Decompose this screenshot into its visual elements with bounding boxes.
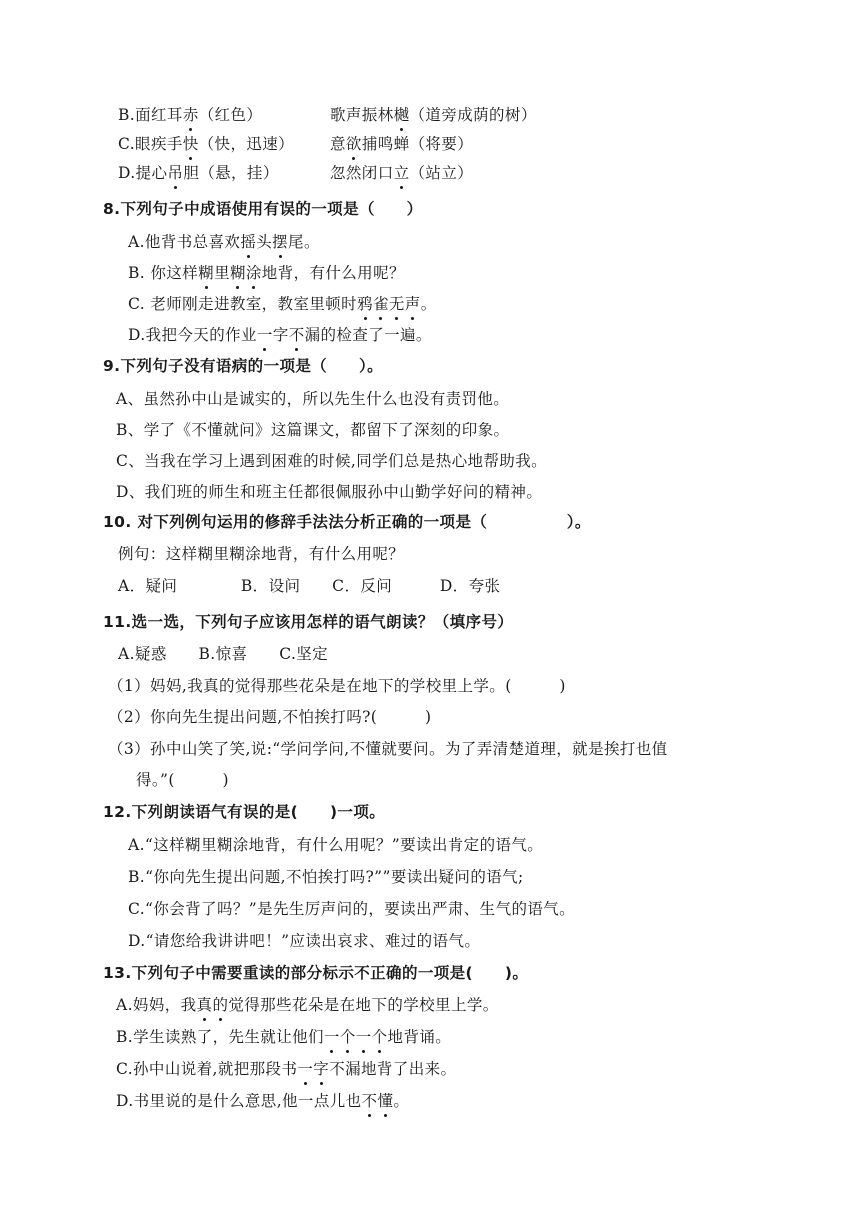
- emphasis-dotted-text: 懂: [377, 1092, 394, 1110]
- text-line-q7-c2: [330, 133, 473, 155]
- text-segment: 提心: [135, 164, 168, 182]
- text-line-q7-b2: [330, 104, 537, 126]
- text-segment: 11.选一选，下列句子应该用怎样的语气朗读？（填序号）: [103, 613, 514, 631]
- emphasis-dotted-text: 声: [404, 295, 421, 313]
- text-line-q7-d2: [330, 162, 473, 184]
- text-segment: 忽然闭口: [330, 164, 394, 182]
- text-segment: 尾。: [288, 233, 320, 251]
- emphasis-dotted-text: 快: [182, 135, 199, 153]
- text-segment: 地背，有什么用呢？: [261, 264, 405, 282]
- question-heading-q11: [103, 611, 513, 633]
- text-segment: 12.下列朗读语气有误的是( )一项。: [103, 803, 386, 821]
- emphasis-dotted-text: 个: [339, 1028, 356, 1046]
- text-line-q7-b: [118, 104, 262, 126]
- text-segment: A.妈妈，我: [116, 996, 197, 1014]
- question-heading-q8: [103, 198, 423, 220]
- text-line-q9-a: [116, 388, 509, 410]
- text-segment: （红色）: [198, 106, 263, 124]
- text-segment: D.书里说的是什么意思,他一点儿也: [116, 1092, 362, 1110]
- text-line-q12-b: [128, 866, 524, 888]
- text-segment: 13.下列句子中需要重读的部分标示不正确的一项是( )。: [103, 964, 529, 982]
- emphasis-dotted-text: 不: [288, 326, 305, 344]
- text-line-q11-3b: [136, 769, 229, 791]
- emphasis-dotted-text: 一: [323, 1028, 340, 1046]
- emphasis-dotted-text: 涂: [245, 264, 262, 282]
- text-segment: 10. 对下列例句运用的修辞手法法分析正确的一项是（ ）。: [103, 513, 591, 531]
- text-segment: 地背诵。: [387, 1028, 452, 1046]
- text-segment: A.疑惑 B.惊喜 C.坚定: [118, 645, 329, 663]
- text-segment: 得。”( ): [136, 771, 229, 789]
- text-segment: A.“这样糊里糊涂地背，有什么用呢？”要读出肯定的语气。: [128, 836, 544, 854]
- text-line-q11-opts: [118, 643, 328, 665]
- text-segment: （快，迅速）: [198, 135, 295, 153]
- text-segment: 例句：这样糊里糊涂地背，有什么用呢？: [118, 545, 405, 563]
- emphasis-dotted-text: 樾: [393, 106, 410, 124]
- text-segment: 头: [256, 233, 273, 251]
- text-segment: B.: [118, 106, 136, 124]
- emphasis-dotted-text: 不: [361, 1092, 378, 1110]
- text-segment: 里: [214, 264, 230, 282]
- emphasis-dotted-text: 一: [256, 326, 273, 344]
- text-line-q13-d: [116, 1090, 409, 1112]
- text-segment: D.我把今天的作业: [128, 326, 257, 344]
- emphasis-dotted-text: 的: [212, 996, 229, 1014]
- text-segment: 9.下列句子没有语病的一项是（ ）。: [103, 357, 384, 375]
- text-segment: C. 老师刚走进教室，教室里顿时: [128, 295, 358, 313]
- text-line-q10-ex: [118, 543, 404, 565]
- text-segment: 。: [393, 1092, 410, 1110]
- text-segment: C、当我在学习上遇到困难的时候,同学们总是热心地帮助我。: [116, 452, 547, 470]
- text-segment: 字: [272, 326, 289, 344]
- emphasis-dotted-text: 一: [355, 1028, 372, 1046]
- text-line-q11-1: [108, 675, 566, 697]
- question-heading-q12: [103, 801, 385, 823]
- emphasis-dotted-text: 吊: [167, 164, 184, 182]
- text-segment: D.“请您给我讲讲吧！”应读出哀求、难过的语气。: [128, 932, 481, 950]
- emphasis-dotted-text: 摇: [240, 233, 257, 251]
- emphasis-dotted-text: 一: [297, 1060, 314, 1078]
- text-line-q7-d: [118, 162, 279, 184]
- emphasis-dotted-text: 立: [393, 164, 410, 182]
- text-line-q11-3: [108, 738, 668, 760]
- text-segment: （3）孙中山笑了笑,说:“学问学问,不懂就要问。为了弄清楚道理，就是挨打也值: [108, 740, 668, 758]
- text-line-q12-a: [128, 834, 543, 856]
- text-segment: 觉得那些花朵是在地下的学校里上学。: [228, 996, 499, 1014]
- emphasis-dotted-text: 无: [388, 295, 405, 313]
- text-segment: 意: [330, 135, 346, 153]
- emphasis-dotted-text: 字: [313, 1060, 330, 1078]
- text-segment: A．疑问 B．设问 C．反问 D．夸张: [118, 577, 501, 595]
- text-line-q11-2: [108, 706, 431, 728]
- text-segment: 。: [420, 295, 437, 313]
- text-line-q13-b: [116, 1026, 451, 1048]
- emphasis-dotted-text: 糊: [198, 264, 215, 282]
- text-line-q9-d: [116, 481, 542, 503]
- text-segment: B.“你向先生提出问题,不怕挨打吗?””要读出疑问的语气;: [128, 868, 524, 886]
- text-segment: A.他背书总喜欢: [128, 233, 241, 251]
- text-segment: B. 你这样: [128, 264, 199, 282]
- emphasis-dotted-text: 糊: [229, 264, 246, 282]
- text-segment: （1）妈妈,我真的觉得那些花朵是在地下的学校里上学。( ): [108, 677, 566, 695]
- text-segment: 歌声振林: [330, 106, 394, 124]
- text-line-q12-d: [128, 930, 480, 952]
- text-segment: 不漏地背了出来。: [329, 1060, 457, 1078]
- text-segment: D、我们班的师生和班主任都很佩服孙中山勤学好问的精神。: [116, 483, 543, 501]
- text-segment: 眼疾手: [135, 135, 183, 153]
- text-line-q10-opts: [118, 575, 500, 597]
- text-line-q8-a: [128, 231, 320, 253]
- text-line-q7-c: [118, 133, 294, 155]
- text-line-q8-b: [128, 262, 405, 284]
- emphasis-dotted-text: 欲: [345, 135, 362, 153]
- text-segment: （站立）: [409, 164, 474, 182]
- text-segment: C.: [118, 135, 136, 153]
- emphasis-dotted-text: 赤: [182, 106, 199, 124]
- text-line-q13-c: [116, 1058, 456, 1080]
- text-segment: 面红耳: [135, 106, 183, 124]
- question-heading-q9: [103, 355, 383, 377]
- emphasis-dotted-text: 真: [196, 996, 213, 1014]
- text-segment: A、虽然孙中山是诚实的，所以先生什么也没有责罚他。: [116, 390, 510, 408]
- emphasis-dotted-text: 摆: [272, 233, 289, 251]
- text-segment: 8.下列句子中成语使用有误的一项是（ ）: [103, 200, 423, 218]
- text-line-q13-a: [116, 994, 499, 1016]
- text-line-q12-c: [128, 898, 575, 920]
- text-segment: D.: [118, 164, 136, 182]
- text-segment: 胆（悬，挂）: [183, 164, 279, 182]
- question-heading-q13: [103, 962, 528, 984]
- text-segment: B.学生读熟了，先生就让他们: [116, 1028, 324, 1046]
- text-segment: 捕鸣蝉（将要）: [361, 135, 474, 153]
- text-segment: （2）你向先生提出问题,不怕挨打吗?( ): [108, 708, 432, 726]
- emphasis-dotted-text: 个: [371, 1028, 388, 1046]
- text-segment: 漏的检查了一遍。: [304, 326, 432, 344]
- question-heading-q10: [103, 511, 591, 533]
- text-line-q9-c: [116, 450, 547, 472]
- text-segment: C.“你会背了吗？”是先生厉声问的，要读出严肃、生气的语气。: [128, 900, 576, 918]
- text-line-q9-b: [116, 419, 509, 441]
- text-line-q8-c: [128, 293, 437, 315]
- text-segment: （道旁成荫的树）: [409, 106, 537, 124]
- emphasis-dotted-text: 雀: [372, 295, 389, 313]
- text-line-q8-d: [128, 324, 432, 346]
- text-segment: C.孙中山说着,就把那段书: [116, 1060, 298, 1078]
- emphasis-dotted-text: 鸦: [357, 295, 373, 313]
- text-segment: B、学了《不懂就问》这篇课文，都留下了深刻的印象。: [116, 421, 510, 439]
